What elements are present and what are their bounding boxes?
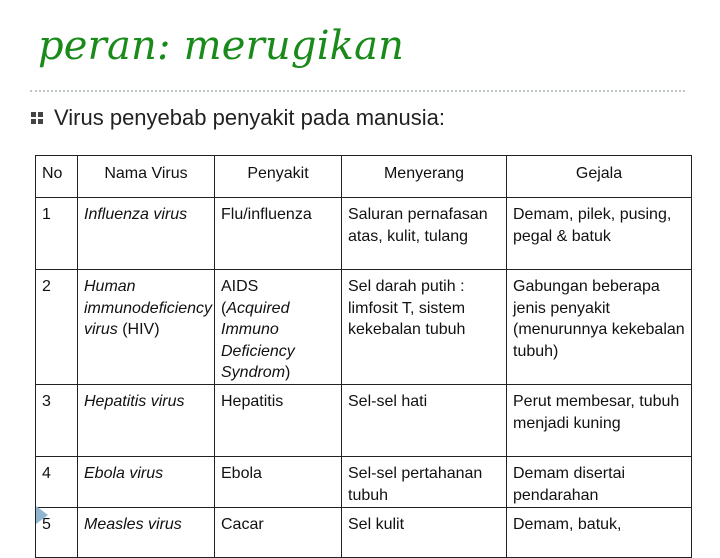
- cell-gejala: Demam, pilek, pusing, pegal & batuk: [507, 198, 692, 270]
- cell-virus: Ebola virus: [78, 457, 215, 508]
- bullet-text: Virus penyebab penyakit pada manusia:: [54, 105, 445, 130]
- slide-title: peran: merugikan: [38, 23, 405, 69]
- table-row: [36, 385, 692, 457]
- cell-gejala: Demam, batuk,: [507, 508, 692, 558]
- header-nama-virus: Nama Virus: [78, 156, 215, 198]
- cell-virus: Hepatitis virus: [78, 385, 215, 457]
- cell-virus: Measles virus: [78, 508, 215, 558]
- cell-penyakit: Cacar: [215, 508, 342, 558]
- cell-penyakit: Hepatitis: [215, 385, 342, 457]
- cell-menyerang: Sel-sel pertahanan tubuh: [342, 457, 507, 508]
- disease-expansion: Acquired Immuno Deficiency Syndrom: [221, 299, 295, 381]
- cell-menyerang: Sel kulit: [342, 508, 507, 558]
- header-gejala: Gejala: [507, 156, 692, 198]
- cell-virus: Influenza virus: [78, 198, 215, 270]
- cell-penyakit: [215, 270, 342, 385]
- cell-no: 3: [36, 385, 78, 457]
- cell-no: 2: [36, 270, 78, 385]
- cell-no: 5: [36, 508, 78, 558]
- cell-menyerang: Sel darah putih : limfosit T, sistem kekebalan tubuh: [342, 270, 507, 385]
- paren-close: ): [285, 364, 291, 381]
- title-divider: [30, 90, 685, 92]
- virus-table: [35, 155, 692, 558]
- cell-gejala: Gabungan beberapa jenis penyakit (menurunnya kekebalan tubuh): [507, 270, 692, 385]
- cell-no: 4: [36, 457, 78, 508]
- virus-abbrev: (HIV): [117, 321, 160, 338]
- header-menyerang: Menyerang: [342, 156, 507, 198]
- table-row: [36, 508, 692, 558]
- paren-open: (: [221, 299, 227, 317]
- slide-arrow-marker: [36, 506, 48, 524]
- cell-penyakit: Flu/influenza: [215, 198, 342, 270]
- disease-name: AIDS: [221, 278, 259, 295]
- cell-penyakit: Ebola: [215, 457, 342, 508]
- virus-name-italic: Human immunodeficiency virus: [84, 278, 213, 338]
- table-row: [36, 198, 692, 270]
- header-penyakit: Penyakit: [215, 156, 342, 198]
- cell-no: 1: [36, 198, 78, 270]
- bullet-line: [30, 103, 445, 133]
- cell-menyerang: Saluran pernafasan atas, kulit, tulang: [342, 198, 507, 270]
- bullet-icon: [30, 111, 44, 125]
- table-row: [36, 457, 692, 508]
- header-no: No: [36, 156, 78, 198]
- cell-gejala: Demam disertai pendarahan: [507, 457, 692, 508]
- cell-virus: [78, 270, 215, 385]
- cell-menyerang: Sel-sel hati: [342, 385, 507, 457]
- cell-gejala: Perut membesar, tubuh menjadi kuning: [507, 385, 692, 457]
- table-row: [36, 270, 692, 385]
- table-header-row: [36, 156, 692, 198]
